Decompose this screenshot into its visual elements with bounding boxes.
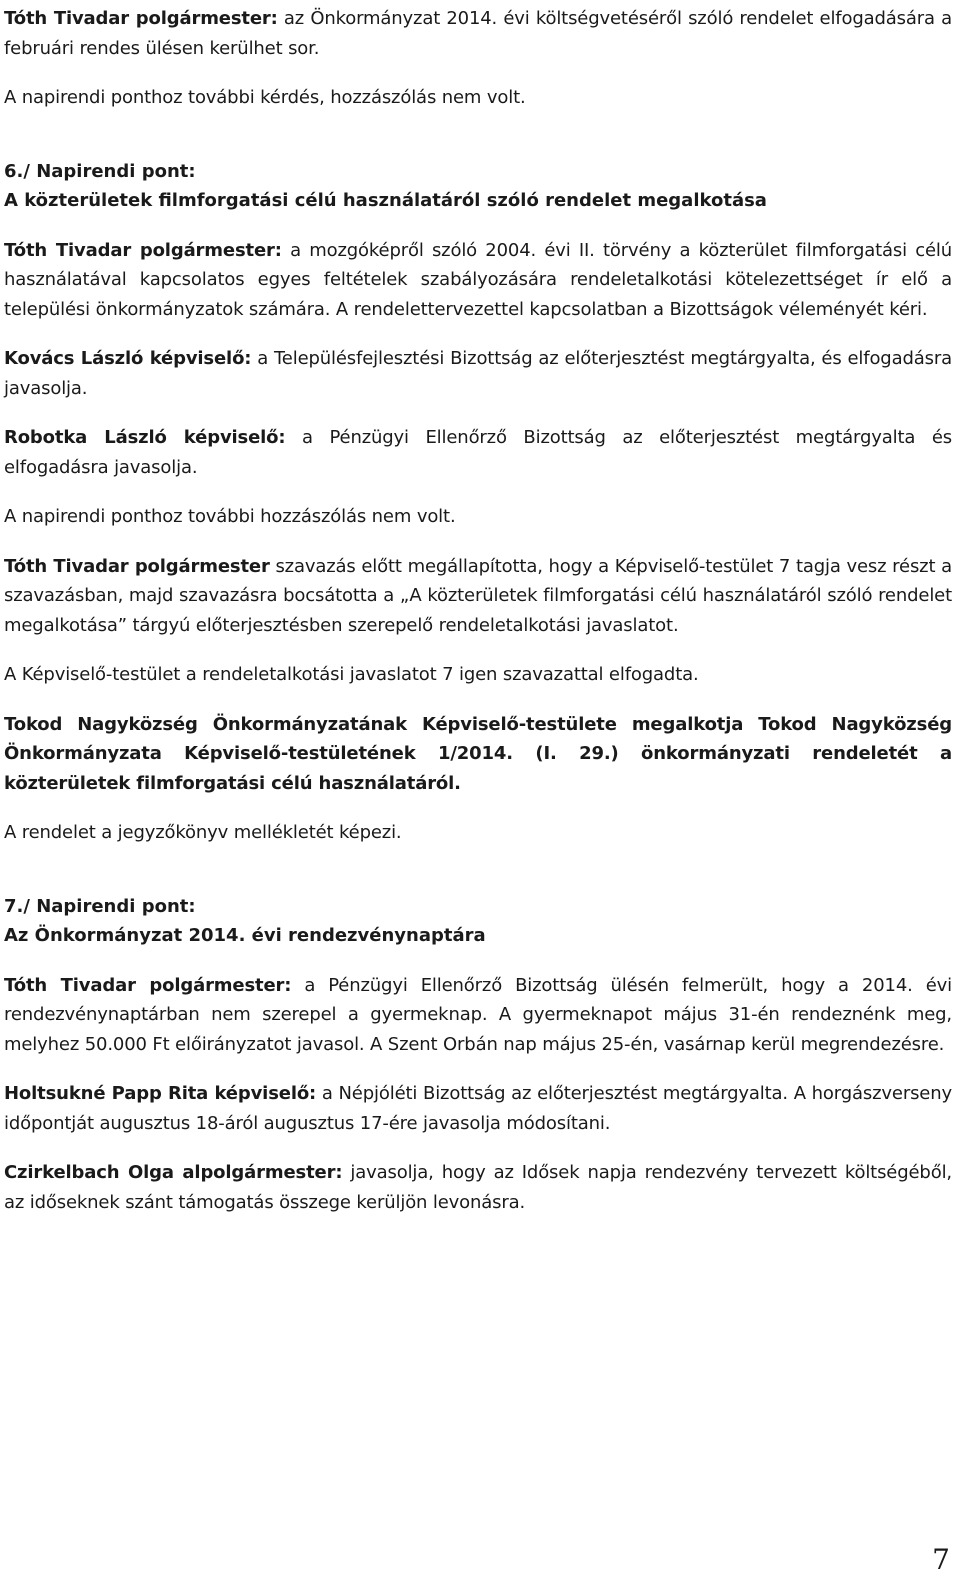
paragraph-robotka bbox=[4, 423, 952, 482]
paragraph-budget-note bbox=[4, 4, 952, 63]
paragraph-text: a Pénzügyi Ellenőrző Bizottság ülésén felmerült, hogy a 2014. évi rendezvénynaptárban nem szerepel a gyermeknap. A gyermeknapot május 31-én rendeznénk meg, melyhez 50.000 Ft előirányzatot javasol. A Szent Orbán nap május 25-én, vasárnap kerül megrendezésre. bbox=[4, 974, 952, 1055]
paragraph-text: A napirendi ponthoz további kérdés, hozzászólás nem volt. bbox=[4, 87, 526, 108]
speaker-name: Holtsukné Papp Rita képviselő: bbox=[4, 1083, 317, 1104]
agenda-6-number: 6./ Napirendi pont: bbox=[4, 160, 196, 182]
paragraph-text: a Pénzügyi Ellenőrző Bizottság az előterjesztést megtárgyalta és elfogadásra javasolja. bbox=[4, 427, 952, 478]
speaker-name: Tóth Tivadar polgármester bbox=[4, 555, 270, 577]
paragraph-text: a Településfejlesztési Bizottság az előterjesztést megtárgyalta, és elfogadásra javasolja. bbox=[4, 348, 952, 399]
paragraph-text: javasolja, hogy az Idősek napja rendezvény tervezett költségéből, az időseknek szánt támogatás összege kerüljön levonásra. bbox=[4, 1162, 952, 1213]
speaker-name: Tóth Tivadar polgármester: bbox=[4, 974, 292, 996]
paragraph-no-comments-6 bbox=[4, 502, 952, 532]
agenda-7-title: Az Önkormányzat 2014. évi rendezvénynaptára bbox=[4, 925, 486, 946]
page-number: 7 bbox=[932, 1543, 950, 1576]
paragraph-annex-note bbox=[4, 818, 952, 848]
speaker-name: Czirkelbach Olga alpolgármester: bbox=[4, 1162, 343, 1183]
paragraph-czirkelbach bbox=[4, 1158, 952, 1217]
agenda-6-title: A közterületek filmforgatási célú használatáról szóló rendelet megalkotása bbox=[4, 190, 767, 211]
speaker-name: Tóth Tivadar polgármester: bbox=[4, 239, 282, 261]
paragraph-vote-result bbox=[4, 660, 952, 690]
agenda-7-number: 7./ Napirendi pont: bbox=[4, 895, 196, 917]
paragraph-holtsukne bbox=[4, 1079, 952, 1138]
speaker-name: Robotka László képviselő: bbox=[4, 427, 286, 448]
paragraph-text: az Önkormányzat 2014. évi költségvetéséről szóló rendelet elfogadására a februári rendes ülésen kerülhet sor. bbox=[4, 8, 952, 59]
paragraph-vote-call bbox=[4, 552, 952, 641]
paragraph-resolution: Tokod Nagyközség Önkormányzatának Képviselő-testülete megalkotja Tokod Nagyközség Önkormányzata Képviselő-testületének 1/2014. (I. 29.) önkormányzati rendeletét a közterületek filmforgatási célú használatáról. bbox=[4, 713, 952, 794]
paragraph-no-comments bbox=[4, 83, 952, 113]
agenda-6-heading bbox=[4, 157, 952, 216]
agenda-7-heading bbox=[4, 892, 952, 951]
paragraph-text: a Népjóléti Bizottság az előterjesztést megtárgyalta. A horgászverseny időpontját augusztus 18-áról augusztus 17-ére javasolja módosítani. bbox=[4, 1083, 952, 1134]
paragraph-text: A napirendi ponthoz további hozzászólás nem volt. bbox=[4, 506, 456, 527]
paragraph-text: A Képviselő-testület a rendeletalkotási javaslatot 7 igen szavazattal elfogadta. bbox=[4, 664, 699, 685]
paragraph-text: a mozgóképről szóló 2004. évi II. törvény a közterület filmforgatási célú használatával kapcsolatos egyes feltételek szabályozására rendeletalkotási kötelezettséget ír elő a települési önkormányzatok számára. A rendelettervezettel kapcsolatban a Bizottságok véleményét kéri. bbox=[4, 239, 952, 320]
paragraph-mayor-events bbox=[4, 971, 952, 1060]
speaker-name: Kovács László képviselő: bbox=[4, 348, 252, 369]
paragraph-kovacs bbox=[4, 344, 952, 403]
document-body bbox=[4, 4, 952, 1237]
paragraph-text: szavazás előtt megállapította, hogy a Képviselő-testület 7 tagja vesz részt a szavazásban, majd szavazásra bocsátotta a „A közterületek filmforgatási célú használatáról szóló rendelet megalkotása” tárgyú előterjesztésben szerepelő rendeletalkotási javaslatot. bbox=[4, 555, 952, 636]
speaker-name: Tóth Tivadar polgármester: bbox=[4, 8, 278, 29]
paragraph-text: A rendelet a jegyzőkönyv mellékletét képezi. bbox=[4, 822, 402, 843]
paragraph-mayor-intro bbox=[4, 236, 952, 325]
